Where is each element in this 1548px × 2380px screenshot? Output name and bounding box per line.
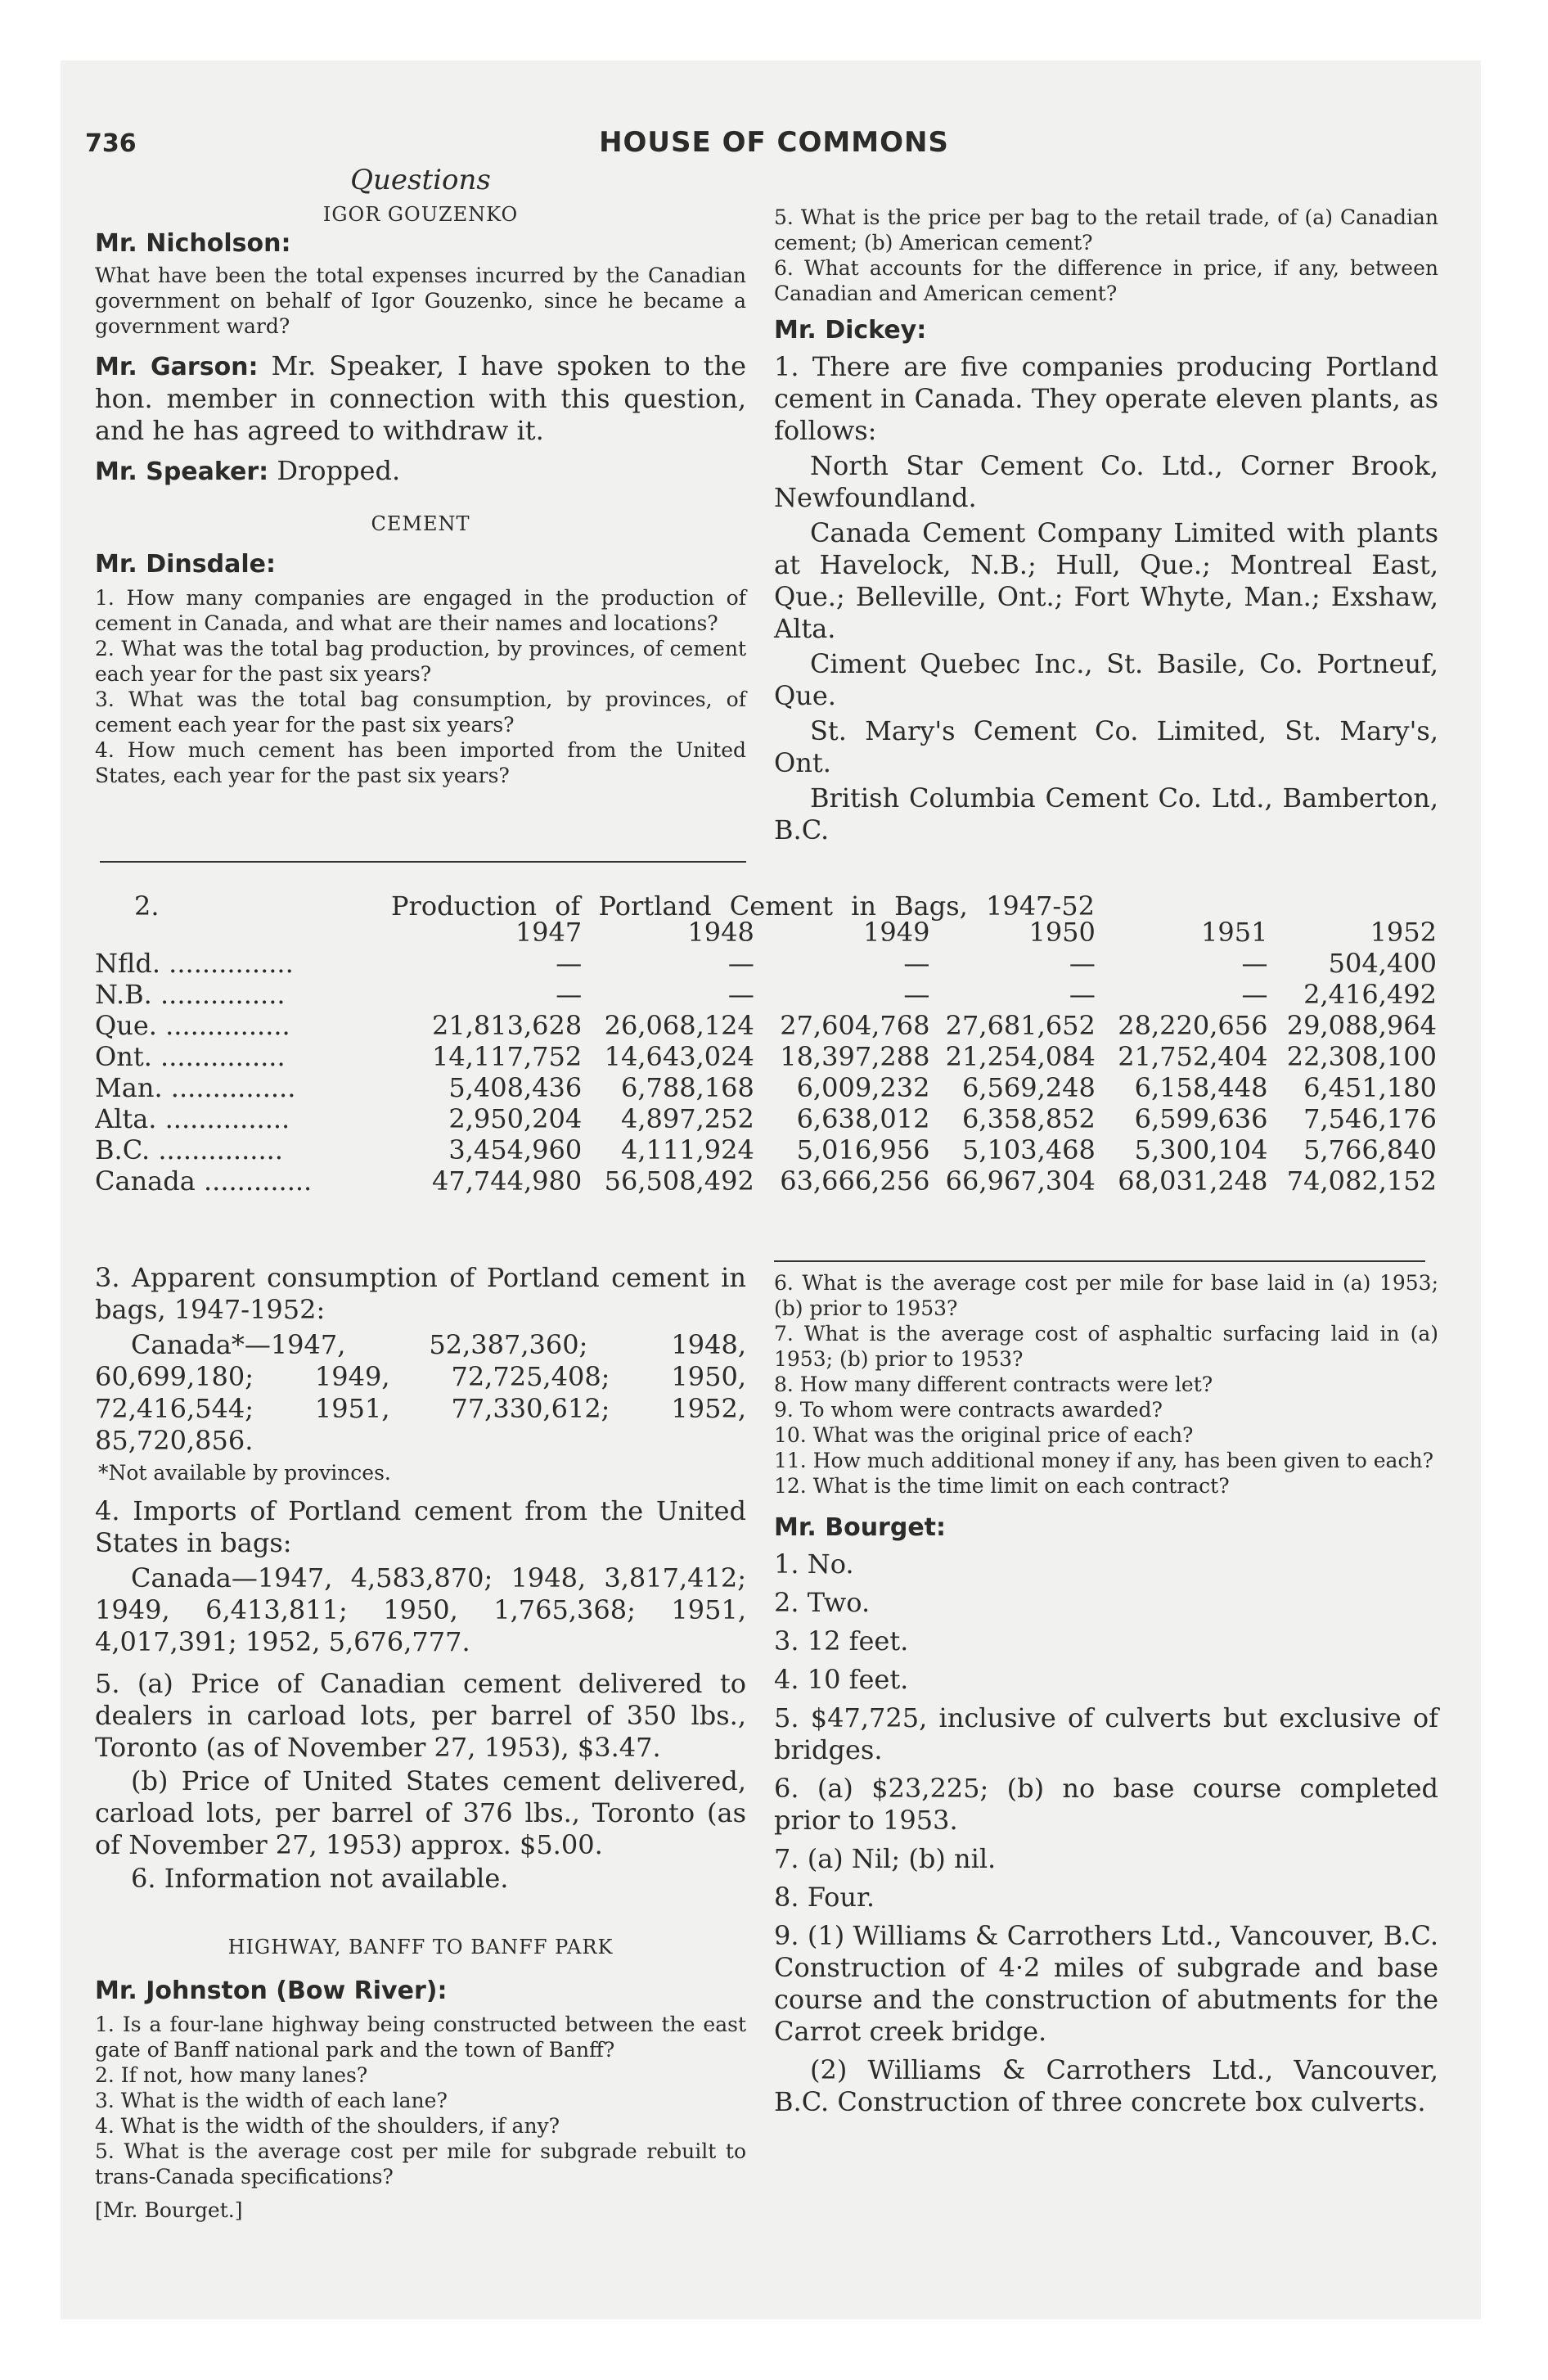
table-cell: 6,569,248: [962, 1072, 1096, 1103]
company-item: British Columbia Cement Co. Ltd., Bamberton, B.C.: [774, 782, 1438, 845]
row-label: N.B. ...............: [95, 979, 286, 1010]
table-cell: 5,103,468: [962, 1134, 1096, 1165]
table-cell: 6,599,636: [1134, 1103, 1268, 1134]
question-item: 2. What was the total bag production, by provinces, of cement each year for the past six years?: [95, 637, 746, 686]
right-bottom-column: [774, 1270, 1438, 2118]
question-item: 8. How many different contracts were let?: [774, 1373, 1213, 1396]
answer-paragraph: 1. There are five companies producing Portland cement in Canada. They operate eleven plants, as follows:: [774, 351, 1438, 446]
question-list: [774, 1270, 1438, 1499]
table-cell: 14,643,024: [604, 1041, 754, 1072]
table-cell: 68,031,248: [1118, 1165, 1268, 1197]
table-title: Production of Portland Cement in Bags, 1947-52: [391, 890, 1095, 922]
table-number: 2.: [134, 890, 160, 922]
table-row: [95, 1010, 1437, 1041]
speaker-name: Mr. Speaker:: [95, 458, 269, 486]
table-cell: 47,744,980: [432, 1165, 583, 1197]
question-item: 5. What is the price per bag to the retail trade, of (a) Canadian cement; (b) American cement?: [774, 205, 1438, 255]
table-cell: 29,088,964: [1286, 1010, 1437, 1041]
table-cell: 504,400: [1328, 948, 1437, 979]
answer-paragraph: [95, 455, 746, 488]
topic-heading: HIGHWAY, BANFF TO BANFF PARK: [227, 1936, 614, 1959]
speaker-name: Mr. Bourget:: [774, 1513, 946, 1542]
answer-paragraph: Canada—1947, 4,583,870; 1948, 3,817,412; 1949, 6,413,811; 1950, 1,765,368; 1951, 4,017,391; 1952, 5,676,777.: [95, 1562, 746, 1657]
company-item: Ciment Quebec Inc., St. Basile, Co. Portneuf, Que.: [774, 648, 1438, 711]
company-item: St. Mary's Cement Co. Limited, St. Mary's, Ont.: [774, 715, 1438, 778]
table-row: [95, 1134, 1437, 1165]
table-cell: 56,508,492: [604, 1165, 754, 1197]
answer-item: 4. 10 feet.: [774, 1664, 909, 1695]
answer-paragraph: (b) Price of United States cement delivered, carload lots, per barrel of 376 lbs., Toronto (as of November 27, 1953) approx. $5.00.: [95, 1765, 746, 1860]
row-label: Canada .............: [95, 1165, 313, 1197]
answer-item: 5. $47,725, inclusive of culverts but exclusive of bridges.: [774, 1702, 1438, 1765]
table-row: [95, 1072, 1437, 1103]
answer-paragraph: 6. Information not available.: [131, 1863, 509, 1894]
table-row: [95, 1103, 1437, 1134]
table-cell: 6,358,852: [962, 1103, 1096, 1134]
answer-text: Dropped.: [277, 455, 401, 486]
question-item: 7. What is the average cost of asphaltic surfacing laid in (a) 1953; (b) prior to 1953?: [774, 1322, 1438, 1371]
table-cell: 18,397,288: [780, 1041, 930, 1072]
table-cell: 2,950,204: [448, 1103, 583, 1134]
table-row: [95, 948, 1437, 979]
divider: [100, 861, 746, 863]
divider: [774, 1260, 1425, 1262]
row-label: Que. ...............: [95, 1010, 290, 1041]
question-item: 6. What is the average cost per mile for base laid in (a) 1953; (b) prior to 1953?: [774, 1271, 1438, 1320]
speaker-name: Mr. Garson:: [95, 353, 259, 381]
row-label: B.C. ...............: [95, 1134, 283, 1165]
attribution: [Mr. Bourget.]: [95, 2198, 243, 2222]
table-cell: 14,117,752: [432, 1041, 583, 1072]
table-cell: 74,082,152: [1286, 1165, 1437, 1197]
question-item: 10. What was the original price of each?: [774, 1423, 1194, 1447]
question-item: 2. If not, how many lanes?: [95, 2063, 368, 2087]
answer-paragraph: [95, 350, 746, 447]
year-header: 1949: [862, 917, 930, 948]
answer-item: 2. Two.: [774, 1587, 871, 1618]
table-cell: 4,897,252: [620, 1103, 754, 1134]
table-cell: 4,111,924: [620, 1134, 754, 1165]
row-label: Nfld. ...............: [95, 948, 294, 979]
answer-paragraph: Canada*—1947, 52,387,360; 1948, 60,699,180; 1949, 72,725,408; 1950, 72,416,544; 1951, 77,330,612; 1952, 85,720,856.: [95, 1329, 746, 1456]
question-item: 3. What is the width of each lane?: [95, 2089, 448, 2112]
company-item: Canada Cement Company Limited with plants at Havelock, N.B.; Hull, Que.; Montreal East, Que.; Belleville, Ont.; Fort Whyte, Man.; Exshaw, Alta.: [774, 517, 1438, 644]
table-cell: 5,016,956: [796, 1134, 930, 1165]
question-item: 4. What is the width of the shoulders, if any?: [95, 2114, 560, 2138]
page-title: HOUSE OF COMMONS: [599, 126, 949, 159]
answer-text: Mr. Speaker, I have spoken to the hon. member in connection with this question, and he has agreed to withdraw it.: [95, 350, 747, 446]
topic-heading: CEMENT: [371, 512, 470, 535]
table-cell: 6,451,180: [1303, 1072, 1437, 1103]
answer-paragraph: 4. Imports of Portland cement from the United States in bags:: [95, 1495, 746, 1558]
question-item: 3. What was the total bag consumption, by provinces, of cement each year for the past six years?: [95, 687, 746, 737]
table-cell: —: [556, 948, 583, 979]
table-cell: 27,681,652: [945, 1010, 1096, 1041]
table-cell: 21,254,084: [945, 1041, 1096, 1072]
question-text: What have been the total expenses incurred by the Canadian government on behalf of Igor Gouzenko, since he became a government ward?: [95, 264, 746, 338]
question-item: 1. How many companies are engaged in the production of cement in Canada, and what are their names and locations?: [95, 586, 746, 635]
question-item: 4. How much cement has been imported from the United States, each year for the past six years?: [95, 738, 746, 787]
footnote: *Not available by provinces.: [98, 1461, 391, 1485]
table-cell: —: [556, 979, 583, 1010]
row-label: Alta. ...............: [95, 1103, 290, 1134]
answer-paragraph: 3. Apparent consumption of Portland cement in bags, 1947-1952:: [95, 1262, 746, 1325]
table-cell: 27,604,768: [780, 1010, 930, 1041]
table-cell: 6,009,232: [796, 1072, 930, 1103]
table-cell: —: [727, 948, 754, 979]
table-cell: 7,546,176: [1303, 1103, 1437, 1134]
right-top-column: [774, 205, 1438, 846]
table-cell: 26,068,124: [604, 1010, 754, 1041]
company-item: North Star Cement Co. Ltd., Corner Brook, Newfoundland.: [774, 450, 1438, 513]
table-cell: 21,752,404: [1118, 1041, 1268, 1072]
table-header-row: [95, 917, 1437, 948]
table-cell: 5,300,104: [1134, 1134, 1268, 1165]
left-bottom-column: [95, 1262, 746, 2223]
answer-item: 8. Four.: [774, 1882, 875, 1913]
table-cell: 6,788,168: [620, 1072, 754, 1103]
answer-paragraph: 5. (a) Price of Canadian cement delivered to dealers in carload lots, per barrel of 350 lbs., Toronto (as of November 27, 1953), $3.47.: [95, 1668, 746, 1763]
answer-item: 9. (1) Williams & Carrothers Ltd., Vancouver, B.C. Construction of 4·2 miles of subgrade and base course and the construction of abutments for the Carrot creek bridge.: [774, 1920, 1438, 2047]
question-item: 1. Is a four-lane highway being constructed between the east gate of Banff national park and the town of Banff?: [95, 2013, 746, 2062]
table-cell: 2,416,492: [1303, 979, 1437, 1010]
question-item: 9. To whom were contracts awarded?: [774, 1398, 1163, 1422]
answer-item: (2) Williams & Carrothers Ltd., Vancouver, B.C. Construction of three concrete box culverts.: [774, 2054, 1438, 2117]
speaker-name: Mr. Dickey:: [774, 316, 927, 345]
table-cell: 63,666,256: [780, 1165, 930, 1197]
row-label: Man. ...............: [95, 1072, 296, 1103]
table-cell: —: [1069, 948, 1096, 979]
answer-item: 1. No.: [774, 1548, 854, 1580]
left-top-column: [95, 164, 746, 788]
table-row: [95, 1165, 1437, 1197]
row-label: Ont. ...............: [95, 1041, 286, 1072]
answer-item: 6. (a) $23,225; (b) no base course completed prior to 1953.: [774, 1773, 1438, 1836]
answer-list: [774, 1548, 1438, 2118]
question-item: 5. What is the average cost per mile for subgrade rebuilt to trans-Canada specifications?: [95, 2139, 746, 2188]
year-header: 1952: [1370, 917, 1437, 948]
table-cell: 66,967,304: [945, 1165, 1096, 1197]
table-cell: —: [1241, 979, 1268, 1010]
question-item: 6. What accounts for the difference in price, if any, between Canadian and American cement?: [774, 256, 1438, 305]
table-cell: —: [903, 979, 930, 1010]
table-row: [95, 1041, 1437, 1072]
table-cell: 6,638,012: [796, 1103, 930, 1134]
table-cell: 3,454,960: [448, 1134, 583, 1165]
table-cell: 5,408,436: [448, 1072, 583, 1103]
answer-item: 7. (a) Nil; (b) nil.: [774, 1843, 997, 1874]
question-list: [95, 2012, 746, 2189]
table-cell: —: [727, 979, 754, 1010]
table-cell: —: [1241, 948, 1268, 979]
table-cell: 5,766,840: [1303, 1134, 1437, 1165]
year-header: 1951: [1201, 917, 1268, 948]
year-header: 1947: [515, 917, 583, 948]
topic-heading: IGOR GOUZENKO: [322, 203, 519, 226]
table-row: [95, 979, 1437, 1010]
answer-item: 3. 12 feet.: [774, 1625, 909, 1657]
table-cell: —: [903, 948, 930, 979]
page-number: 736: [85, 129, 137, 158]
speaker-name: Mr. Dinsdale:: [95, 550, 276, 579]
table-cell: 28,220,656: [1118, 1010, 1268, 1041]
production-table: [95, 917, 1437, 1197]
table-cell: 6,158,448: [1134, 1072, 1268, 1103]
question-item: 11. How much additional money if any, has been given to each?: [774, 1449, 1433, 1472]
speaker-name: Mr. Nicholson:: [95, 229, 291, 258]
year-header: 1950: [1028, 917, 1096, 948]
section-heading: Questions: [350, 164, 491, 196]
table-cell: 22,308,100: [1286, 1041, 1437, 1072]
speaker-name: Mr. Johnston (Bow River):: [95, 1977, 448, 2005]
table-cell: 21,813,628: [432, 1010, 583, 1041]
table-cell: —: [1069, 979, 1096, 1010]
question-list: [95, 585, 746, 788]
year-header: 1948: [687, 917, 754, 948]
question-item: 12. What is the time limit on each contract?: [774, 1474, 1230, 1498]
